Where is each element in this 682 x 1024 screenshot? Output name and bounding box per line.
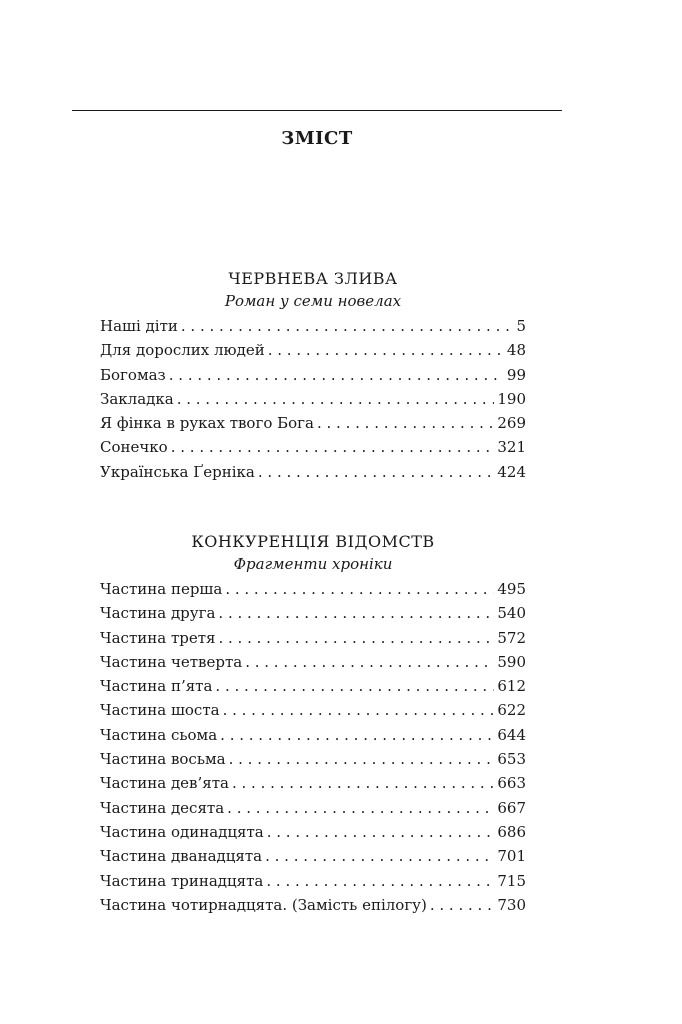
dot-leader <box>268 338 504 362</box>
section-title: ЧЕРВНЕВА ЗЛИВА <box>228 269 398 288</box>
toc-entry <box>100 387 526 411</box>
toc-entry-page-number: 644 <box>497 725 526 744</box>
toc-entry-page-number: 48 <box>506 341 526 360</box>
toc-entry-page-number: 321 <box>497 438 526 457</box>
toc-entry-page-number: 5 <box>516 317 526 335</box>
toc-entry <box>100 460 526 484</box>
toc-entry <box>100 698 526 722</box>
toc-entry-title: Частина четверта <box>100 652 243 671</box>
toc-list <box>100 577 526 917</box>
toc-section-2 <box>100 531 526 917</box>
dot-leader <box>218 626 494 650</box>
toc-entry <box>100 820 526 844</box>
toc-entry-page-number: 590 <box>497 652 526 671</box>
toc-entry-page-number: 730 <box>497 895 526 914</box>
toc-entry-page-number: 424 <box>497 462 526 481</box>
toc-entry-page-number: 495 <box>497 580 526 598</box>
dot-leader <box>266 869 494 893</box>
section-subtitle: Фрагменти хроніки <box>233 555 393 573</box>
dot-leader <box>265 844 494 868</box>
toc-entry <box>100 796 526 820</box>
toc-entry-title: Частина дванадцята <box>100 847 263 866</box>
toc-entry-title: Сонечко <box>100 438 168 457</box>
toc-entry-title: Частина тринадцята <box>100 871 264 890</box>
toc-entry <box>100 435 526 459</box>
dot-leader <box>227 796 494 820</box>
toc-entry <box>100 577 526 601</box>
toc-entry-title: Частина восьма <box>100 750 226 769</box>
toc-list <box>100 314 526 484</box>
section-title: КОНКУРЕНЦІЯ ВІДОМСТВ <box>191 532 435 551</box>
dot-leader <box>258 460 494 484</box>
toc-entry-page-number: 269 <box>497 414 526 433</box>
toc-section-1 <box>100 268 526 484</box>
toc-entry-title: Богомаз <box>100 365 166 384</box>
toc-entry <box>100 723 526 747</box>
toc-entry <box>100 747 526 771</box>
dot-leader <box>229 747 495 771</box>
page-title: ЗМІСТ <box>281 128 353 149</box>
toc-entry <box>100 893 526 917</box>
dot-leader <box>181 314 514 338</box>
toc-entry-page-number: 667 <box>497 798 526 817</box>
toc-entry-page-number: 540 <box>497 604 526 623</box>
dot-leader <box>317 411 494 435</box>
toc-entry <box>100 411 526 435</box>
dot-leader <box>267 820 495 844</box>
toc-entry-page-number: 686 <box>497 822 526 841</box>
toc-entry-page-number: 612 <box>497 677 526 696</box>
toc-entry <box>100 363 526 387</box>
toc-entry-title: Закладка <box>100 389 174 408</box>
toc-entry <box>100 338 526 362</box>
toc-entry <box>100 314 526 338</box>
toc-entry-title: Наші діти <box>100 317 178 335</box>
toc-entry <box>100 869 526 893</box>
toc-entry-title: Частина дев’ята <box>100 774 229 793</box>
toc-entry-title: Частина одинадцята <box>100 822 264 841</box>
dot-leader <box>225 577 494 601</box>
toc-entry <box>100 844 526 868</box>
toc-entry-title: Частина п’ята <box>100 677 213 696</box>
toc-entry-page-number: 663 <box>497 774 526 793</box>
toc-entry-page-number: 572 <box>497 628 526 647</box>
toc-entry-page-number: 715 <box>497 871 526 890</box>
top-rule <box>72 110 562 111</box>
dot-leader <box>232 771 494 795</box>
dot-leader <box>220 723 494 747</box>
dot-leader <box>223 698 495 722</box>
toc-entry-title: Частина перша <box>100 580 223 598</box>
toc-entry-title: Для дорослих людей <box>100 341 265 360</box>
toc-entry-title: Частина десята <box>100 798 225 817</box>
toc-entry-title: Частина третя <box>100 628 216 647</box>
dot-leader <box>218 601 494 625</box>
dot-leader <box>215 674 494 698</box>
toc-entry-title: Частина друга <box>100 604 216 623</box>
toc-entry <box>100 650 526 674</box>
toc-entry <box>100 626 526 650</box>
toc-entry-page-number: 622 <box>497 701 526 720</box>
dot-leader <box>171 435 495 459</box>
dot-leader <box>245 650 494 674</box>
dot-leader <box>169 363 504 387</box>
toc-entry <box>100 601 526 625</box>
dot-leader <box>177 387 495 411</box>
toc-entry-title: Я фінка в руках твого Бога <box>100 414 314 433</box>
toc-entry <box>100 674 526 698</box>
dot-leader <box>430 893 495 917</box>
toc-entry-page-number: 701 <box>497 847 526 866</box>
toc-entry-title: Частина чотирнадцята. (Замість епілогу) <box>100 895 427 914</box>
toc-entry-page-number: 190 <box>497 389 526 408</box>
section-subtitle: Роман у семи новелах <box>224 292 402 310</box>
toc-entry <box>100 771 526 795</box>
toc-entry-title: Частина сьома <box>100 725 218 744</box>
toc-entry-page-number: 99 <box>506 365 526 384</box>
toc-entry-page-number: 653 <box>497 750 526 769</box>
toc-entry-title: Українська Ґерніка <box>100 462 255 481</box>
toc-entry-title: Частина шоста <box>100 701 220 720</box>
